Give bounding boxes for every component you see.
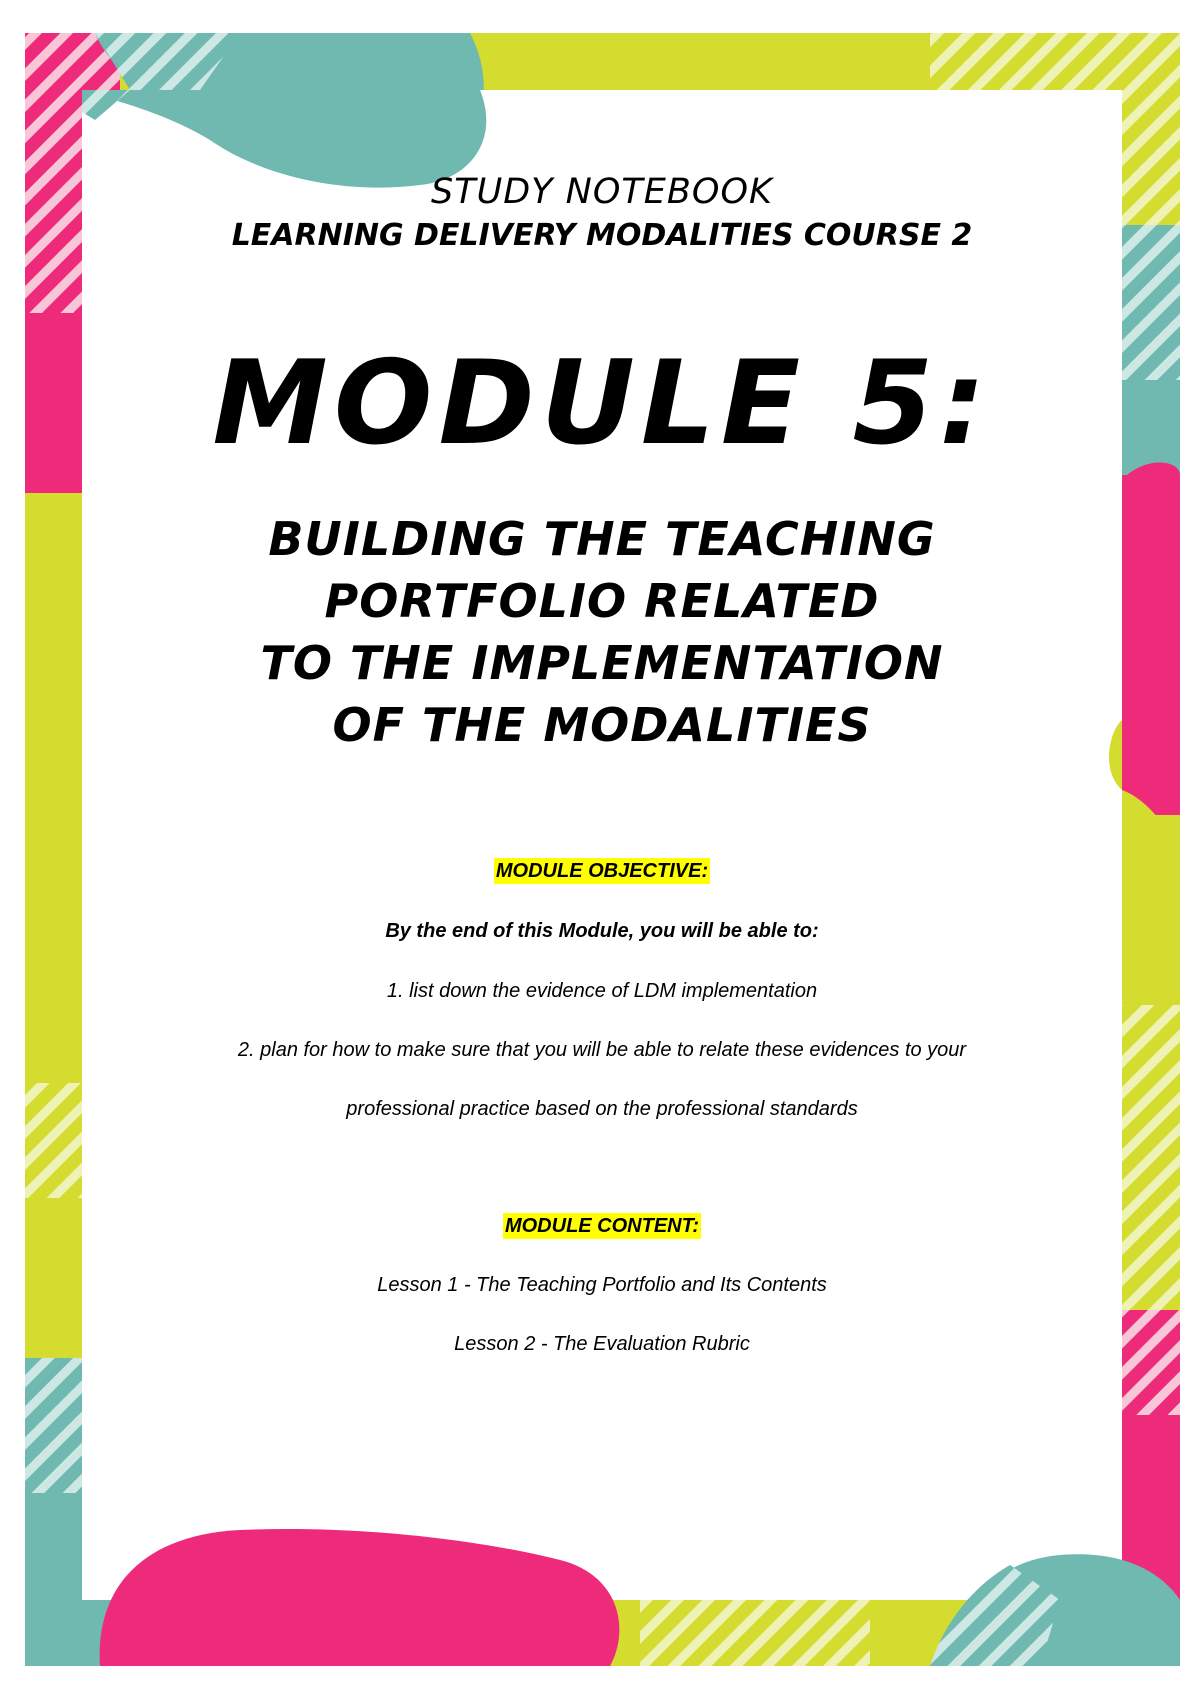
- objective-item: professional practice based on the professional standards: [346, 1098, 858, 1120]
- lesson-item: Lesson 1 - The Teaching Portfolio and Its Contents: [377, 1274, 827, 1296]
- module-number-title: MODULE 5:: [212, 336, 992, 471]
- objective-item: 1. list down the evidence of LDM implementation: [386, 980, 818, 1002]
- subtitle-line: TO THE IMPLEMENTATION: [260, 636, 944, 690]
- module-subtitle: [82, 508, 1122, 756]
- subtitle-line: BUILDING THE TEACHING: [268, 512, 936, 566]
- subtitle-line: OF THE MODALITIES: [332, 698, 872, 752]
- course-title: LEARNING DELIVERY MODALITIES COURSE 2: [231, 218, 973, 253]
- cover-content: [82, 90, 1122, 1600]
- objective-intro: By the end of this Module, you will be able to:: [385, 920, 819, 942]
- content-heading: MODULE CONTENT:: [504, 1215, 700, 1237]
- subtitle-line: PORTFOLIO RELATED: [324, 574, 880, 628]
- objective-heading-row: [82, 860, 1122, 883]
- lesson-item: Lesson 2 - The Evaluation Rubric: [454, 1333, 750, 1355]
- objective-heading: MODULE OBJECTIVE:: [495, 860, 709, 882]
- notebook-title: STUDY NOTEBOOK: [431, 172, 773, 212]
- objective-item: 2. plan for how to make sure that you will be able to relate these evidences to your: [237, 1039, 967, 1061]
- content-heading-row: [82, 1215, 1122, 1238]
